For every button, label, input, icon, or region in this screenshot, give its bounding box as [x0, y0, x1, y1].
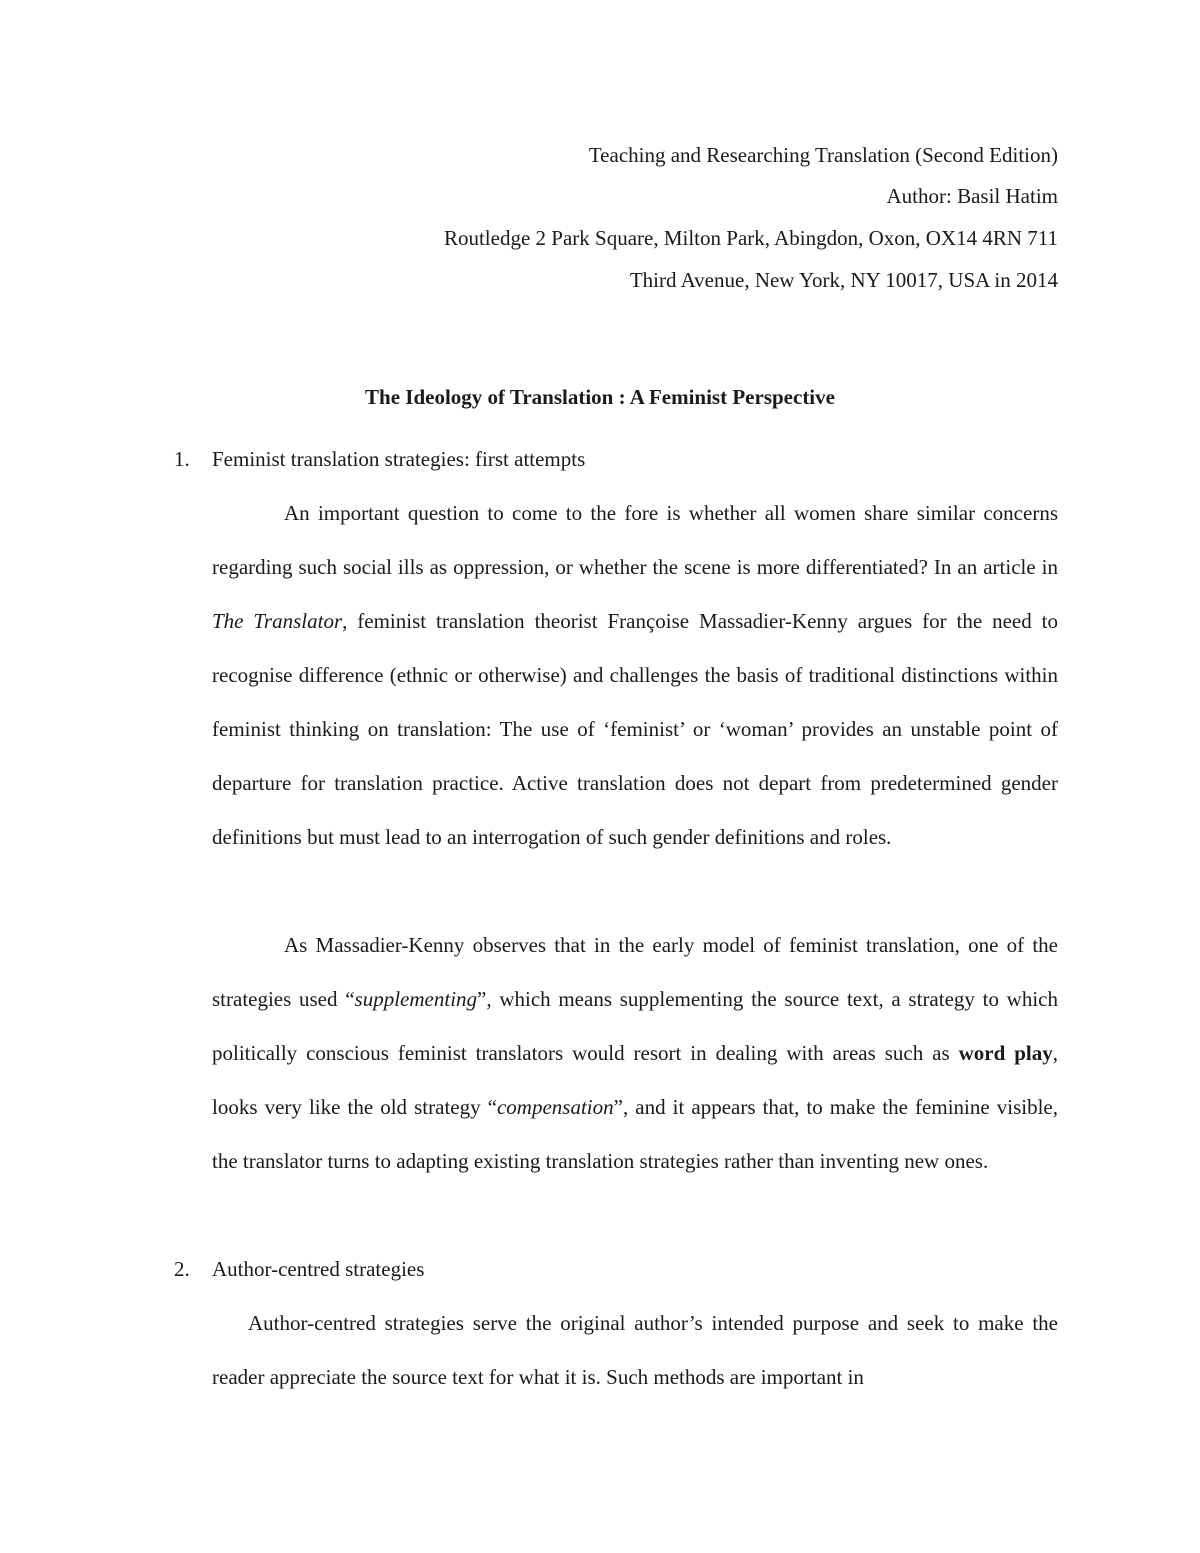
italic-term-supplementing: supplementing [354, 987, 478, 1011]
text-run: , feminist translation theorist Françoise Massadier-Kenny argues for the need to recognise difference (ethnic or otherwise) and challenges the basis of traditional distinctions within feminist thinking on translation: The use of ‘feminist’ or ‘woman’ provides an unstable point of departure for translation practice. Active translation does not depart from predetermined gender definitions but must lead to an interrogation of such gender definitions and roles. [212, 609, 1058, 849]
section-2-number: 2. [174, 1257, 190, 1281]
header-publisher: Routledge 2 Park Square, Milton Park, Abingdon, Oxon, OX14 4RN 711 [443, 226, 1058, 250]
text-run: ”, and it appears that, to make the feminine visible, the translator turns to adapting existing translation strategies rather than inventing new ones. [212, 1095, 1058, 1173]
section-1-paragraph-2 [212, 918, 1058, 1188]
header-address: Third Avenue, New York, NY 10017, USA in 2014 [629, 268, 1058, 292]
section-2-paragraph-1 [212, 1296, 1058, 1404]
section-2-heading [174, 1257, 424, 1281]
text-run: An important question to come to the fore is whether all women share similar concerns regarding such social ills as oppression, or whether the scene is more differentiated? In an article in [212, 501, 1058, 579]
section-1-paragraph-1 [212, 486, 1058, 864]
section-1-heading [174, 447, 585, 471]
bold-term-word-play: word play [958, 1041, 1053, 1065]
text-run: As Massadier-Kenny observes that in the early model of feminist translation, one of the strategies used “ [212, 933, 1058, 1011]
section-1-number: 1. [174, 447, 190, 471]
header-author: Author: Basil Hatim [886, 184, 1058, 208]
text-run: Author-centred strategies serve the original author’s intended purpose and seek to make the reader appreciate the source text for what it is. Such methods are important in [212, 1311, 1058, 1389]
page-title: The Ideology of Translation : A Feminist Perspective [365, 385, 835, 409]
text-run: , looks very like the old strategy “ [212, 1041, 1058, 1119]
italic-term-compensation: compensation [496, 1095, 614, 1119]
text-run: ”, which means supplementing the source text, a strategy to which politically conscious feminist translators would resort in dealing with areas such as [212, 987, 1058, 1065]
italic-journal-title: The Translator [212, 609, 343, 633]
section-1-title: Feminist translation strategies: first attempts [212, 447, 586, 471]
header-book-title: Teaching and Researching Translation (Second Edition) [588, 143, 1058, 167]
section-2-title: Author-centred strategies [212, 1257, 425, 1281]
